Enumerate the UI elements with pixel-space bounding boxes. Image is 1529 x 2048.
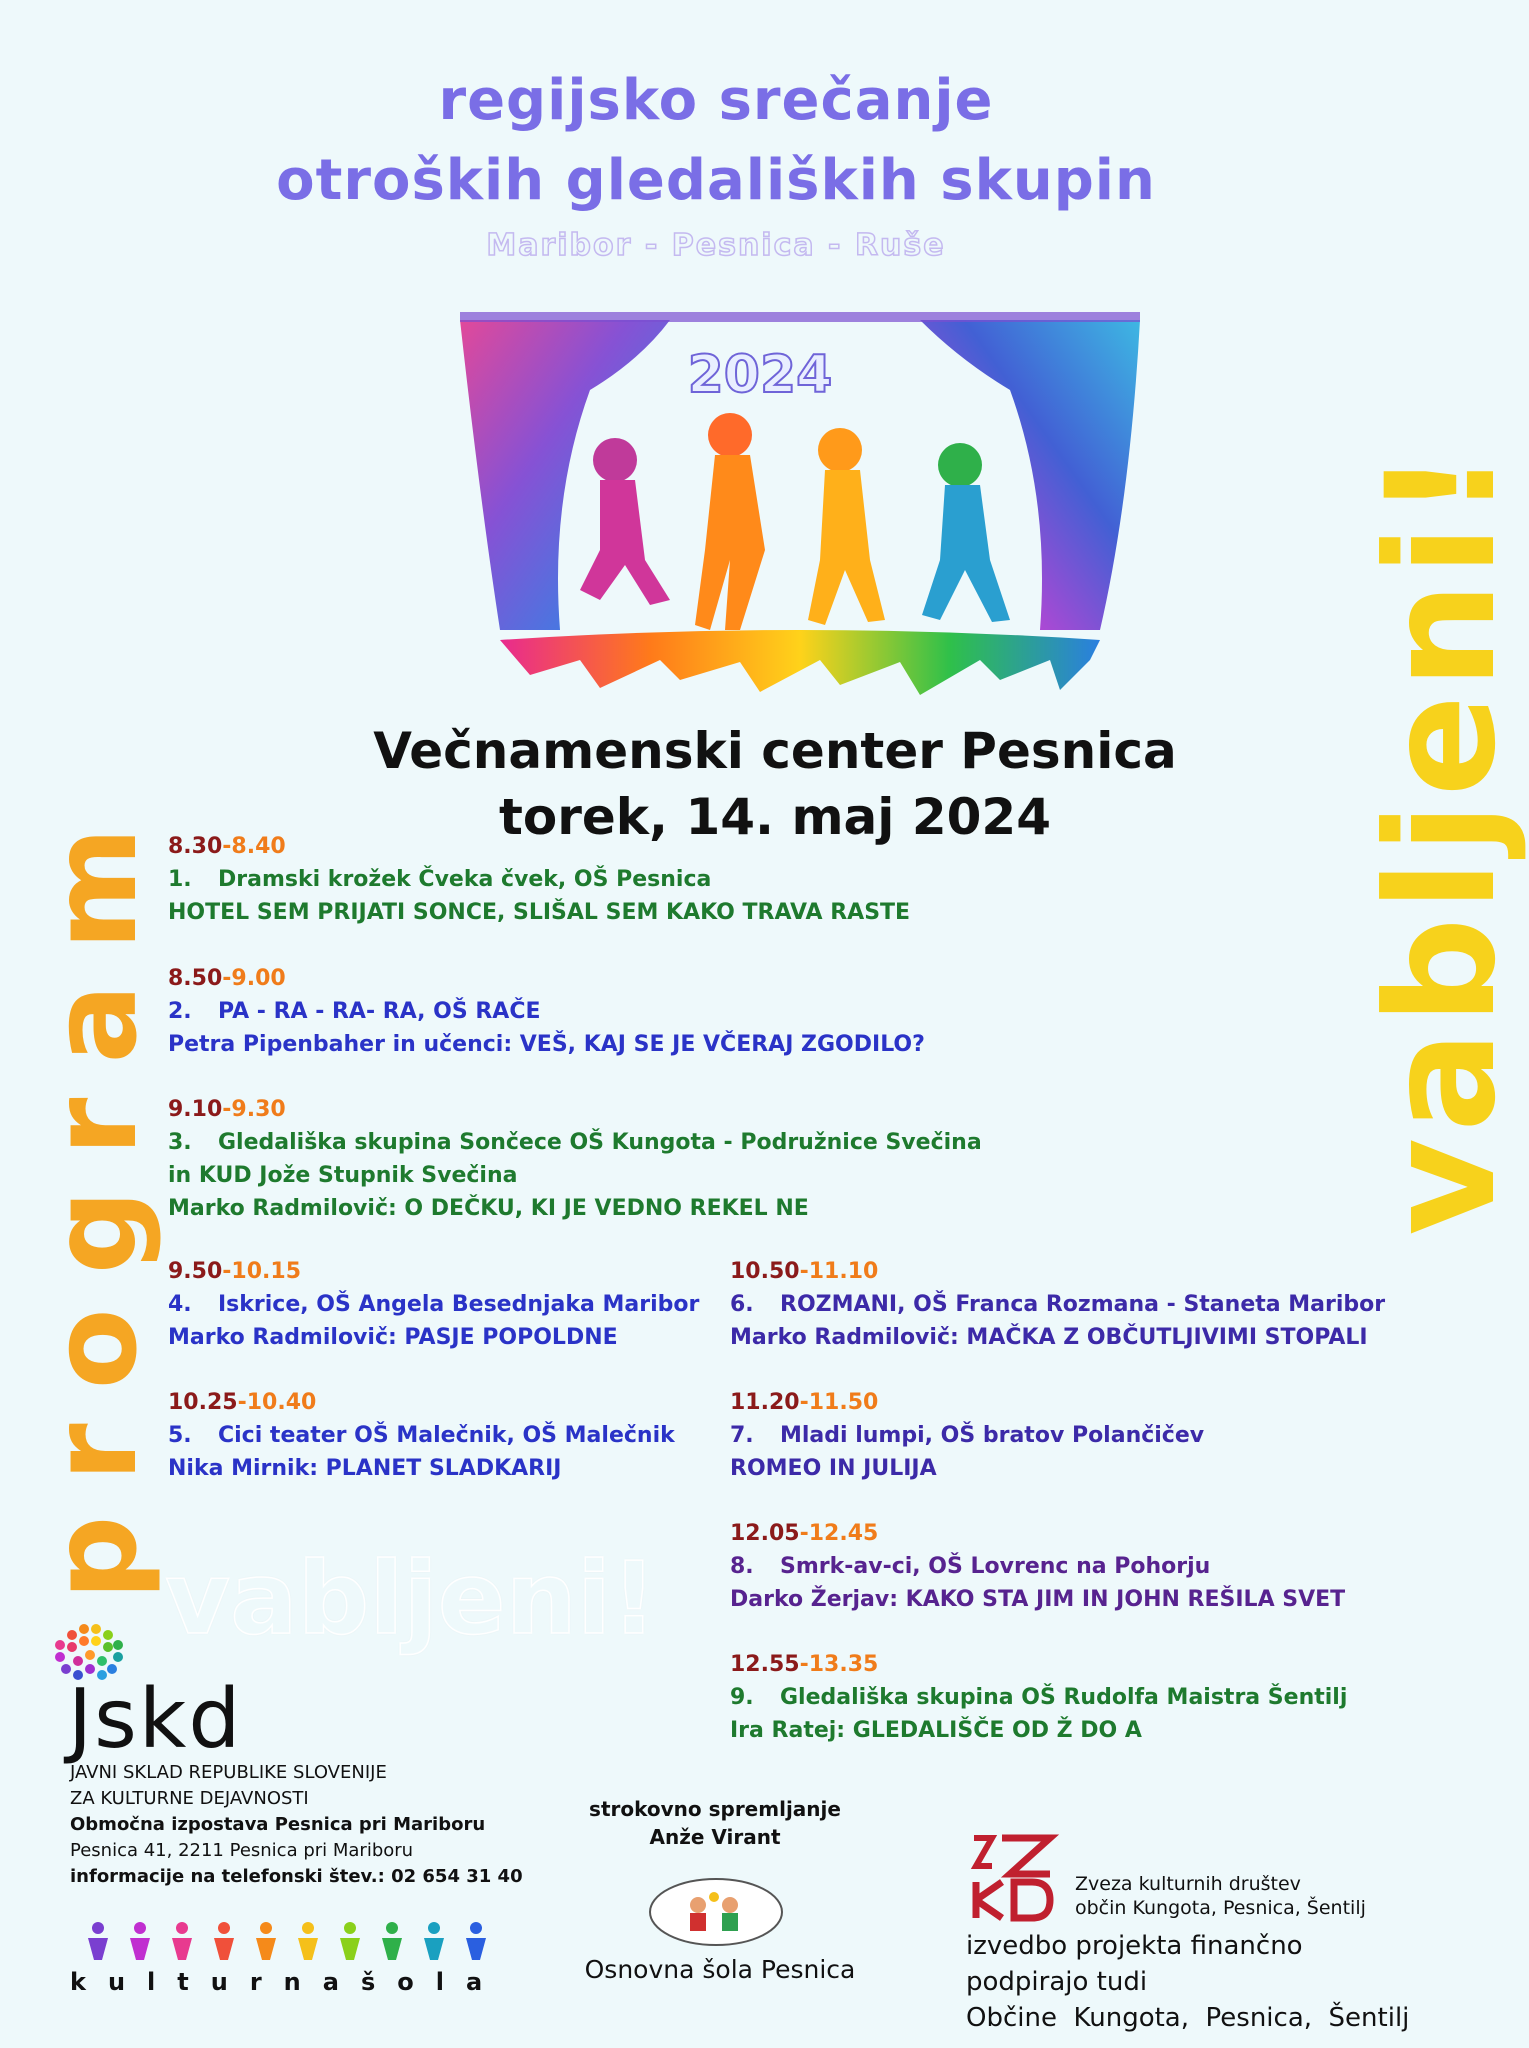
schedule-slot-1: 8.30-8.40 1. Dramski krožek Čveka čvek, OŠ Pesnica HOTEL SEM PRIJATI SONCE, SLIŠAL SEM KAKO TRAVA RASTE [168, 830, 910, 929]
slot-number: 1. [168, 867, 192, 892]
slot-start: 8.30 [168, 834, 223, 859]
jskd-line-5: informacije na telefonski štev.: 02 654 31 40 [70, 1866, 523, 1887]
school-emblem-icon [646, 1875, 786, 1950]
slot-play: Marko Radmilovič: O DEČKU, KI JE VEDNO REKEL NE [168, 1196, 809, 1221]
jskd-text-block [70, 1760, 523, 1890]
school-name: Osnovna šola Pesnica [584, 1955, 856, 1984]
paint-floor [500, 630, 1100, 695]
slot-play: Nika Mirnik: PLANET SLADKARIJ [168, 1456, 562, 1481]
slot-start: 11.20 [730, 1390, 800, 1415]
schedule-slot-2: 8.50-9.00 2. PA - RA - RA- RA, OŠ RAČE Petra Pipenbaher in učenci: VEŠ, KAJ SE JE VČERAJ ZGODILO? [168, 962, 925, 1061]
funding-line-2: Občine Kungota, Pesnica, Šentilj [966, 2003, 1410, 2033]
schedule-slot-8: 12.05-12.45 8. Smrk-av-ci, OŠ Lovrenc na Pohorju Darko Žerjav: KAKO STA JIM IN JOHN REŠILA SVET [730, 1517, 1345, 1616]
slot-end: 11.50 [808, 1390, 879, 1415]
vertical-vabljeni: vabljeni! [1355, 444, 1529, 1236]
slot-play: HOTEL SEM PRIJATI SONCE, SLIŠAL SEM KAKO TRAVA RASTE [168, 900, 911, 925]
slot-number: 8. [730, 1554, 754, 1579]
slot-group: PA - RA - RA- RA, OŠ RAČE [218, 999, 541, 1024]
slot-end: 9.30 [231, 1097, 286, 1122]
slot-number: 7. [730, 1423, 754, 1448]
kulturna-sola-people-icon [80, 1920, 500, 1962]
vertical-program: program [25, 793, 163, 1600]
slot-play: Darko Žerjav: KAKO STA JIM IN JOHN REŠILA SVET [730, 1587, 1346, 1612]
slot-end: 11.10 [808, 1259, 879, 1284]
schedule-slot-9: 12.55-13.35 9. Gledališka skupina OŠ Rudolfa Maistra Šentilj Ira Ratej: GLEDALIŠČE OD Ž DO A [730, 1648, 1347, 1747]
slot-play: ROMEO IN JULIJA [730, 1456, 937, 1481]
slot-play: Petra Pipenbaher in učenci: VEŠ, KAJ SE JE VČERAJ ZGODILO? [168, 1032, 925, 1057]
slot-start: 12.55 [730, 1652, 800, 1677]
slot-number: 4. [168, 1292, 192, 1317]
slot-start: 9.10 [168, 1097, 223, 1122]
funding-block [966, 1928, 1432, 2036]
jskd-logo-word: Jskd [68, 1672, 243, 1767]
slot-play: Marko Radmilovič: PASJE POPOLDNE [168, 1325, 618, 1350]
slot-group: Mladi lumpi, OŠ bratov Polančičev [780, 1423, 1205, 1448]
slot-number: 5. [168, 1423, 192, 1448]
schedule-slot-6: 10.50-11.10 6. ROZMANI, OŠ Franca Rozmana - Staneta Maribor Marko Radmilovič: MAČKA Z OBČUTLJIVIMI STOPALI [730, 1255, 1385, 1354]
slot-number: 2. [168, 999, 192, 1024]
slot-end: 10.40 [246, 1390, 317, 1415]
slot-end: 12.45 [808, 1521, 879, 1546]
zkd-line-1: Zveza kulturnih društev [1075, 1873, 1301, 1895]
zkd-name-block [1075, 1872, 1366, 1920]
slot-start: 8.50 [168, 966, 223, 991]
slot-number: 9. [730, 1685, 754, 1710]
venue-place: Večnamenski center Pesnica [373, 722, 1177, 780]
slot-end: 9.00 [231, 966, 286, 991]
slot-start: 10.25 [168, 1390, 238, 1415]
slot-group: Gledališka skupina Sončece OŠ Kungota - Podružnice Svečina [218, 1130, 982, 1155]
slot-end: 13.35 [808, 1652, 879, 1677]
mentor-name: Anže Virant [649, 1825, 781, 1849]
children-silhouettes [580, 413, 1010, 630]
jskd-line-1: JAVNI SKLAD REPUBLIKE SLOVENIJE [70, 1762, 387, 1783]
schedule-slot-3: 9.10-9.30 3. Gledališka skupina Sončece OŠ Kungota - Podružnice Svečina in KUD Jože Stupnik Svečina Marko Radmilovič: O DEČKU, KI JE VEDNO REKEL NE [168, 1093, 982, 1225]
mentor-label: strokovno spremljanje [589, 1797, 841, 1821]
slot-group: Dramski krožek Čveka čvek, OŠ Pesnica [218, 867, 712, 892]
slot-group: Gledališka skupina OŠ Rudolfa Maistra Šentilj [780, 1685, 1348, 1710]
jskd-line-4: Pesnica 41, 2211 Pesnica pri Mariboru [70, 1840, 414, 1861]
venue-date: torek, 14. maj 2024 [498, 788, 1051, 846]
slot-end: 10.15 [231, 1259, 302, 1284]
kulturna-sola-word: kulturnašola [70, 1968, 505, 1996]
schedule-slot-5: 10.25-10.40 5. Cici teater OŠ Malečnik, OŠ Malečnik Nika Mirnik: PLANET SLADKARIJ [168, 1386, 675, 1485]
slot-play: Marko Radmilovič: MAČKA Z OBČUTLJIVIMI STOPALI [730, 1325, 1368, 1350]
title-line-2: otroških gledaliških skupin [276, 148, 1156, 213]
slot-start: 10.50 [730, 1259, 800, 1284]
slot-number: 3. [168, 1130, 192, 1155]
title-line-1: regijsko srečanje [438, 68, 994, 133]
funding-line-1: izvedbo projekta finančno podpirajo tudi [966, 1931, 1303, 1997]
zkd-logo-icon [962, 1830, 1062, 1925]
watermark-vabljeni: vabljeni! [165, 1540, 657, 1657]
jskd-line-3: Območna izpostava Pesnica pri Mariboru [70, 1814, 486, 1835]
mentor-block [555, 1795, 875, 1851]
slot-number: 6. [730, 1292, 754, 1317]
slot-end: 8.40 [231, 834, 286, 859]
slot-group: Cici teater OŠ Malečnik, OŠ Malečnik [218, 1423, 675, 1448]
slot-start: 9.50 [168, 1259, 223, 1284]
slot-group-cont: in KUD Jože Stupnik Svečina [168, 1163, 518, 1188]
zkd-line-2: občin Kungota, Pesnica, Šentilj [1075, 1897, 1366, 1919]
slot-start: 12.05 [730, 1521, 800, 1546]
jskd-line-2: ZA KULTURNE DEJAVNOSTI [70, 1788, 309, 1809]
slot-group: Smrk-av-ci, OŠ Lovrenc na Pohorju [780, 1554, 1211, 1579]
slot-group: ROZMANI, OŠ Franca Rozmana - Staneta Maribor [780, 1292, 1386, 1317]
schedule-slot-4: 9.50-10.15 4. Iskrice, OŠ Angela Besednjaka Maribor Marko Radmilovič: PASJE POPOLDNE [168, 1255, 699, 1354]
schedule-slot-7: 11.20-11.50 7. Mladi lumpi, OŠ bratov Polančičev ROMEO IN JULIJA [730, 1386, 1204, 1485]
slot-play: Ira Ratej: GLEDALIŠČE OD Ž DO A [730, 1718, 1142, 1743]
slot-group: Iskrice, OŠ Angela Besednjaka Maribor [218, 1292, 700, 1317]
year-label: 2024 [687, 345, 833, 405]
subtitle: Maribor - Pesnica - Ruše [486, 228, 946, 263]
